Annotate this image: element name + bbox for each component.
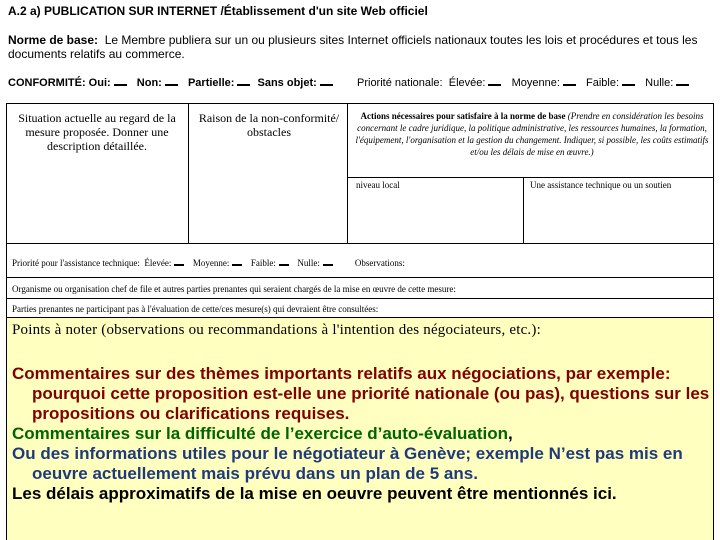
comment-themes: Commentaires sur des thèmes importants relatifs aux négociations, par exemple: pourquoi cette proposition est-elle une priorité nationale (ou pas), questions sur les propositions ou clarifications requises.: [12, 364, 710, 423]
conformite-oui: Oui:: [88, 77, 111, 89]
moyenne-blank[interactable]: [563, 75, 576, 86]
actions-cell: [352, 110, 712, 158]
assistance-nulle: Nulle:: [297, 258, 320, 268]
document-title: A.2 a) PUBLICATION SUR INTERNET /Établissement d'un site Web officiel: [8, 4, 428, 18]
comment-delays: Les délais approximatifs de la mise en oeuvre peuvent être mentionnés ici.: [12, 484, 617, 503]
priorite-moyenne: Moyenne:: [511, 77, 560, 89]
faible-blank[interactable]: [622, 75, 635, 86]
assistance-priority-row: [12, 257, 405, 269]
nulle-blank[interactable]: [676, 75, 689, 86]
priorite-elevee: Élevée:: [448, 77, 486, 89]
ap-elevee-blank[interactable]: [174, 257, 184, 266]
comments-block: [12, 364, 712, 504]
divider: [6, 298, 714, 299]
actions-bold: Actions nécessaires pour satisfaire à la norme de base: [360, 111, 566, 121]
comment-difficulty: Commentaires sur la difficulté de l’exercice d’auto-évaluation: [12, 424, 508, 443]
partielle-blank[interactable]: [237, 75, 250, 86]
comment-difficulty-comma: ,: [507, 424, 513, 443]
raison-cell: Raison de la non-conformité/ obstacles: [198, 111, 340, 139]
norme-label: Norme de base:: [8, 33, 99, 47]
norme-text: Le Membre publiera sur un ou plusieurs sites Internet officiels nationaux toutes les lois et procédures et tous les documents relatifs au commerce.: [8, 33, 698, 61]
priorite-label: Priorité nationale:: [357, 77, 443, 89]
conformite-label: CONFORMITÉ:: [8, 77, 86, 89]
organisme-row: Organisme ou organisation chef de file et autres parties prenantes qui seraient chargés de la mise en œuvre de cette mesure:: [12, 284, 456, 294]
comment-info: Ou des informations utiles pour le négotiateur à Genève; exemple N’est pas mis en oeuvre actuellement mais prévu dans un plan de 5 ans.: [12, 444, 683, 483]
divider: [6, 243, 714, 244]
conformite-partielle: Partielle:: [187, 77, 235, 89]
oui-blank[interactable]: [114, 75, 127, 86]
elevee-blank[interactable]: [488, 75, 501, 86]
situation-cell: Situation actuelle au regard de la mesure proposée. Donner une description détaillée.: [18, 111, 176, 153]
assistance-moyenne: Moyenne:: [192, 258, 230, 268]
niveau-local-cell: niveau local: [356, 180, 400, 190]
divider: [523, 177, 524, 243]
priorite-faible: Faible:: [586, 77, 620, 89]
ap-nulle-blank[interactable]: [323, 257, 333, 266]
ap-faible-blank[interactable]: [279, 257, 289, 266]
parties-row: Parties prenantes ne participant pas à l'évaluation de cette/ces mesure(s) qui devraient être consultées:: [12, 304, 379, 314]
assistance-priority-label: Priorité pour l'assistance technique:: [12, 258, 140, 268]
comment-difficulty-line: [12, 424, 712, 444]
priorite-row: [357, 75, 693, 89]
assistance-faible: Faible:: [250, 258, 276, 268]
non-blank[interactable]: [165, 75, 178, 86]
conformite-non: Non:: [136, 77, 162, 89]
conformite-sans-objet: Sans objet:: [257, 77, 317, 89]
ap-moyenne-blank[interactable]: [232, 257, 242, 266]
divider: [347, 177, 714, 178]
points-heading: Points à noter (observations ou recommandations à l'intention des négociateurs, etc.):: [12, 322, 541, 338]
assistance-elevee: Élevée:: [144, 258, 172, 268]
sans-objet-blank[interactable]: [320, 75, 333, 86]
divider: [347, 103, 348, 243]
observations-label: Observations:: [354, 258, 405, 268]
assistance-cell: Une assistance technique ou un soutien: [530, 180, 672, 190]
divider: [6, 277, 714, 278]
actions-italic: (Prendre en considération les besoins concernant le cadre juridique, la politique administrative, les ressources humaines, la formation, l'équipement, l'organisation et la gestion du changement. Indiquer, si possible, les coûts estimatifs et/ou les délais de mise en œuvre.): [355, 111, 709, 157]
conformite-row: [8, 75, 337, 89]
priorite-nulle: Nulle:: [645, 77, 674, 89]
divider: [188, 103, 189, 243]
norme-de-base: [8, 33, 713, 61]
